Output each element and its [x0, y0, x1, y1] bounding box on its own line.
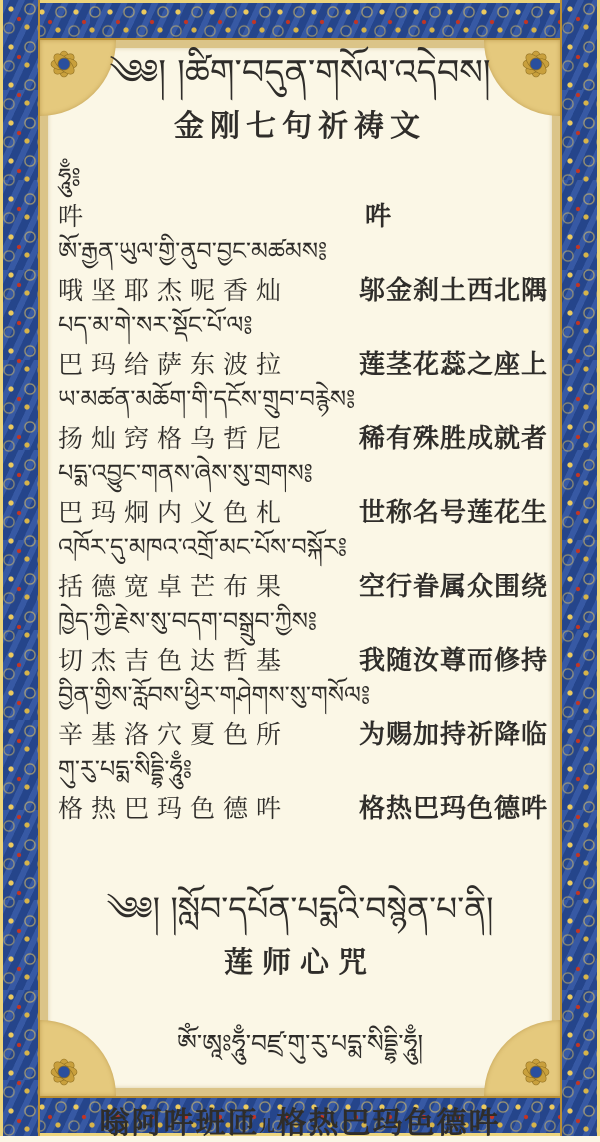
chinese-row: [58, 344, 548, 381]
border-band-left: [0, 0, 40, 1136]
mantra-title-tibetan: ༄༅། །སློབ་དཔོན་པདྨའི་བསྙེན་པ་ནི།: [106, 889, 494, 929]
transliteration-text: 扬灿窍格乌哲尼: [58, 425, 290, 453]
mantra-tibetan: ཨོཾ་ཨཱཿཧཱུྃ་བཛྲ་གུ་རུ་པདྨ་སིདྡྷི་ཧཱུྃ།: [176, 1028, 424, 1058]
chinese-row: [58, 270, 548, 307]
mantra-chinese: [48, 1098, 552, 1142]
mantra-chinese-prefix: 嗡阿吽班匝: [99, 1105, 260, 1141]
meaning-text: 为赐加持祈降临: [358, 720, 548, 751]
prayer-line-group: [58, 159, 548, 233]
tibetan-line: ཧཱུྃ༔: [58, 163, 81, 192]
prayer-line-group: [58, 233, 548, 307]
prayer-line-group: [58, 751, 548, 825]
tibetan-line: པད་མ་གེ་སར་སྡོང་པོ་ལ༔: [58, 311, 253, 340]
border-band-right: [560, 0, 600, 1136]
prayer-title-chinese: 金刚七句祈祷文: [174, 109, 426, 145]
prayer-line-group: [58, 307, 548, 381]
chinese-row: [58, 640, 548, 677]
prayer-line-group: [58, 529, 548, 603]
meaning-text: 吽: [365, 202, 393, 233]
tibetan-line: ཡ་མཚན་མཆོག་གི་དངོས་གྲུབ་བརྙེས༔: [58, 385, 356, 414]
transliteration-text: 巴玛炯内义色札: [58, 499, 290, 527]
prayer-lines: [58, 159, 548, 825]
mantra-section: [48, 887, 552, 1142]
tibetan-line: ཁྱེད་ཀྱི་རྗེས་སུ་བདག་བསྒྲུབ་ཀྱིས༔: [58, 607, 318, 636]
chinese-row: [58, 492, 548, 529]
transliteration-text: 巴玛给萨东波拉: [58, 351, 290, 379]
tibetan-line: པདྨ་འབྱུང་གནས་ཞེས་སུ་གྲགས༔: [58, 459, 313, 488]
meaning-text: 莲茎花蕊之座上: [358, 350, 548, 381]
tibetan-line: འཁོར་དུ་མཁའ་འགྲོ་མང་པོས་བསྐོར༔: [58, 533, 348, 562]
chinese-row: [58, 714, 548, 751]
prayer-line-group: [58, 455, 548, 529]
transliteration-text: 格热巴玛色德吽: [58, 795, 290, 823]
transliteration-text: 哦坚耶杰呢香灿: [58, 277, 290, 305]
meaning-text: 格热巴玛色德吽: [358, 794, 548, 825]
mantra-chinese-er-small: 儿: [259, 1116, 277, 1135]
prayer-line-group: [58, 381, 548, 455]
chinese-row: [58, 418, 548, 455]
meaning-text: 邬金刹土西北隅: [358, 276, 548, 307]
meaning-text: 稀有殊胜成就者: [358, 424, 548, 455]
tibetan-line: ཨོ་རྒྱན་ཡུལ་གྱི་ནུབ་བྱང་མཚམས༔: [58, 237, 328, 266]
meaning-text: 世称名号莲花生: [358, 498, 548, 529]
chinese-row: [58, 566, 548, 603]
prayer-title-tibetan: ༄༅། །ཚིག་བདུན་གསོལ་འདེབས།: [109, 53, 491, 93]
document-content: [48, 48, 552, 1141]
transliteration-text: 括德宽卓芒布果: [58, 573, 290, 601]
prayer-line-group: [58, 603, 548, 677]
transliteration-text: 辛基洛穴夏色所: [58, 721, 290, 749]
transliteration-text: 切杰吉色达哲基: [58, 647, 290, 675]
tibetan-line: བྱིན་གྱིས་རློབས་ཕྱིར་གཤེགས་སུ་གསོལ༔: [58, 681, 371, 710]
tibetan-line: གུ་རུ་པདྨ་སིདྡྷི་ཧཱུྃ༔: [58, 755, 192, 784]
meaning-text: 我随汝尊而修持: [358, 646, 548, 677]
chinese-row: [58, 196, 548, 233]
chinese-row: [58, 788, 548, 825]
transliteration-text: 吽: [58, 203, 92, 231]
mantra-chinese-suffix: 格热巴玛色德吽: [276, 1105, 501, 1141]
border-band-top: [0, 0, 600, 40]
prayer-line-group: [58, 677, 548, 751]
meaning-text: 空行眷属众围绕: [358, 572, 548, 603]
mantra-title-chinese: 莲师心咒: [223, 944, 376, 979]
